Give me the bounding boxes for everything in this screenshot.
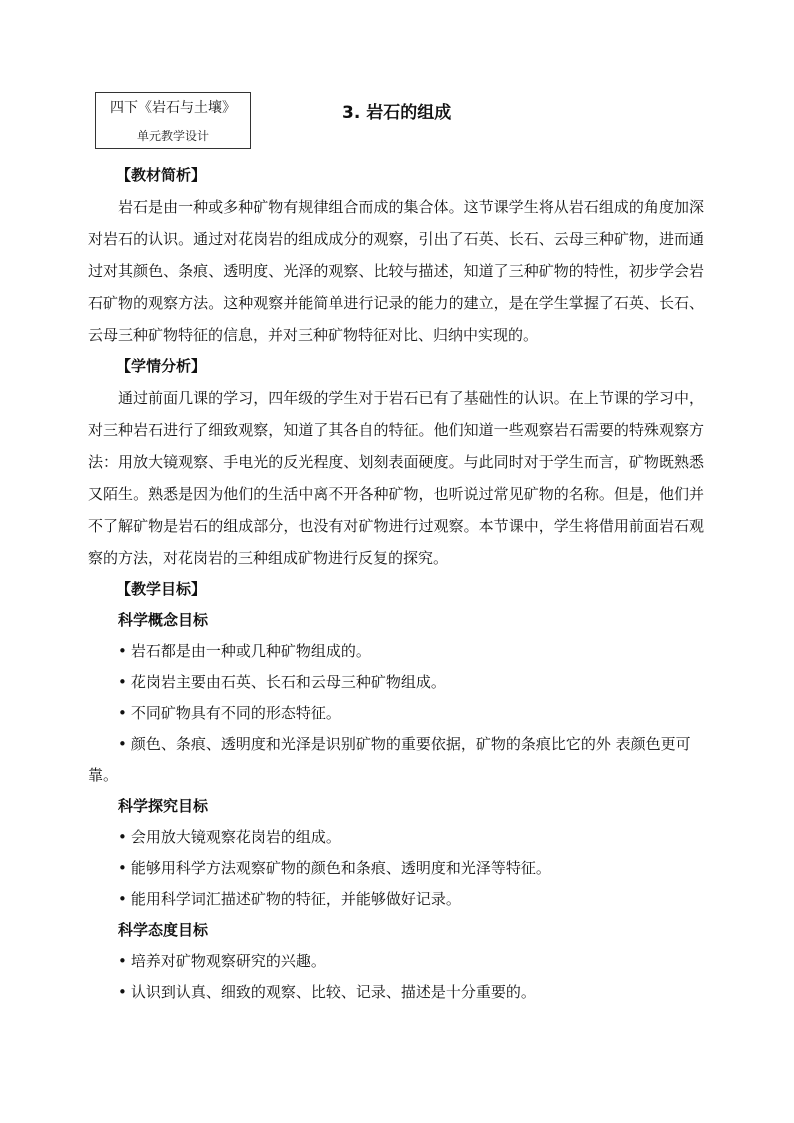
goal-item: • 能用科学词汇描述矿物的特征，并能够做好记录。 bbox=[118, 890, 461, 908]
goal-item: • 培养对矿物观察研究的兴趣。 bbox=[118, 952, 326, 970]
unit-label-box bbox=[95, 92, 251, 149]
unit-subtitle: 单元教学设计 bbox=[136, 129, 209, 143]
bullet-icon: • bbox=[118, 735, 127, 753]
section-heading-goals: 【教学目标】 bbox=[116, 580, 207, 598]
bullet-icon: • bbox=[118, 983, 127, 1001]
goal-item: • 能够用科学方法观察矿物的颜色和条痕、透明度和光泽等特征。 bbox=[118, 859, 551, 877]
goal-item: • 岩石都是由一种或几种矿物组成的。 bbox=[118, 642, 371, 660]
goal-item: • 颜色、条痕、透明度和光泽是识别矿物的重要依据，矿物的条痕比它的外 表颜色更可靠。 bbox=[88, 735, 691, 784]
goal-item: • 会用放大镜观察花岗岩的组成。 bbox=[118, 828, 341, 846]
page-title: 3. 岩石的组成 bbox=[342, 103, 452, 123]
material-paragraph: 岩石是由一种或多种矿物有规律组合而成的集合体。这节课学生将从岩石组成的角度加深对岩石的认识。通过对花岗岩的组成成分的观察，引出了石英、长石、云母三种矿物，进而通过对其颜色、条痕、透明度、光泽的观察、比较与描述，知道了三种矿物的特性，初步学会岩石矿物的观察方法。这种观察并能简单进行记录的能力的建立，是在学生掌握了石英、长石、云母三种矿物特征的信息，并对三种矿物特征对比、归纳中实现的。 bbox=[88, 198, 704, 344]
inquiry-goals-title: 科学探究目标 bbox=[118, 797, 209, 815]
bullet-icon: • bbox=[118, 642, 127, 660]
bullet-icon: • bbox=[118, 890, 127, 908]
goal-item: • 花岗岩主要由石英、长石和云母三种矿物组成。 bbox=[118, 673, 446, 691]
bullet-icon: • bbox=[118, 673, 127, 691]
concept-goals-title: 科学概念目标 bbox=[118, 611, 209, 629]
goal-item: • 认识到认真、细致的观察、比较、记录、描述是十分重要的。 bbox=[118, 983, 536, 1001]
bullet-icon: • bbox=[118, 859, 127, 877]
document-body bbox=[88, 160, 704, 1008]
bullet-icon: • bbox=[118, 952, 127, 970]
section-heading-material: 【教材简析】 bbox=[116, 166, 207, 184]
goal-item: • 不同矿物具有不同的形态特征。 bbox=[118, 704, 341, 722]
students-paragraph: 通过前面几课的学习，四年级的学生对于岩石已有了基础性的认识。在上节课的学习中，对三种岩石进行了细致观察，知道了其各自的特征。他们知道一些观察岩石需要的特殊观察方法：用放大镜观察、手电光的反光程度、划刻表面硬度。与此同时对于学生而言，矿物既熟悉又陌生。熟悉是因为他们的生活中离不开各种矿物，也听说过常见矿物的名称。但是，他们并不了解矿物是岩石的组成部分，也没有对矿物进行过观察。本节课中，学生将借用前面岩石观察的方法，对花岗岩的三种组成矿物进行反复的探究。 bbox=[88, 389, 704, 567]
unit-title: 四下《岩石与土壤》 bbox=[110, 100, 236, 116]
section-heading-students: 【学情分析】 bbox=[116, 357, 207, 375]
attitude-goals-title: 科学态度目标 bbox=[118, 921, 209, 939]
bullet-icon: • bbox=[118, 828, 127, 846]
bullet-icon: • bbox=[118, 704, 127, 722]
